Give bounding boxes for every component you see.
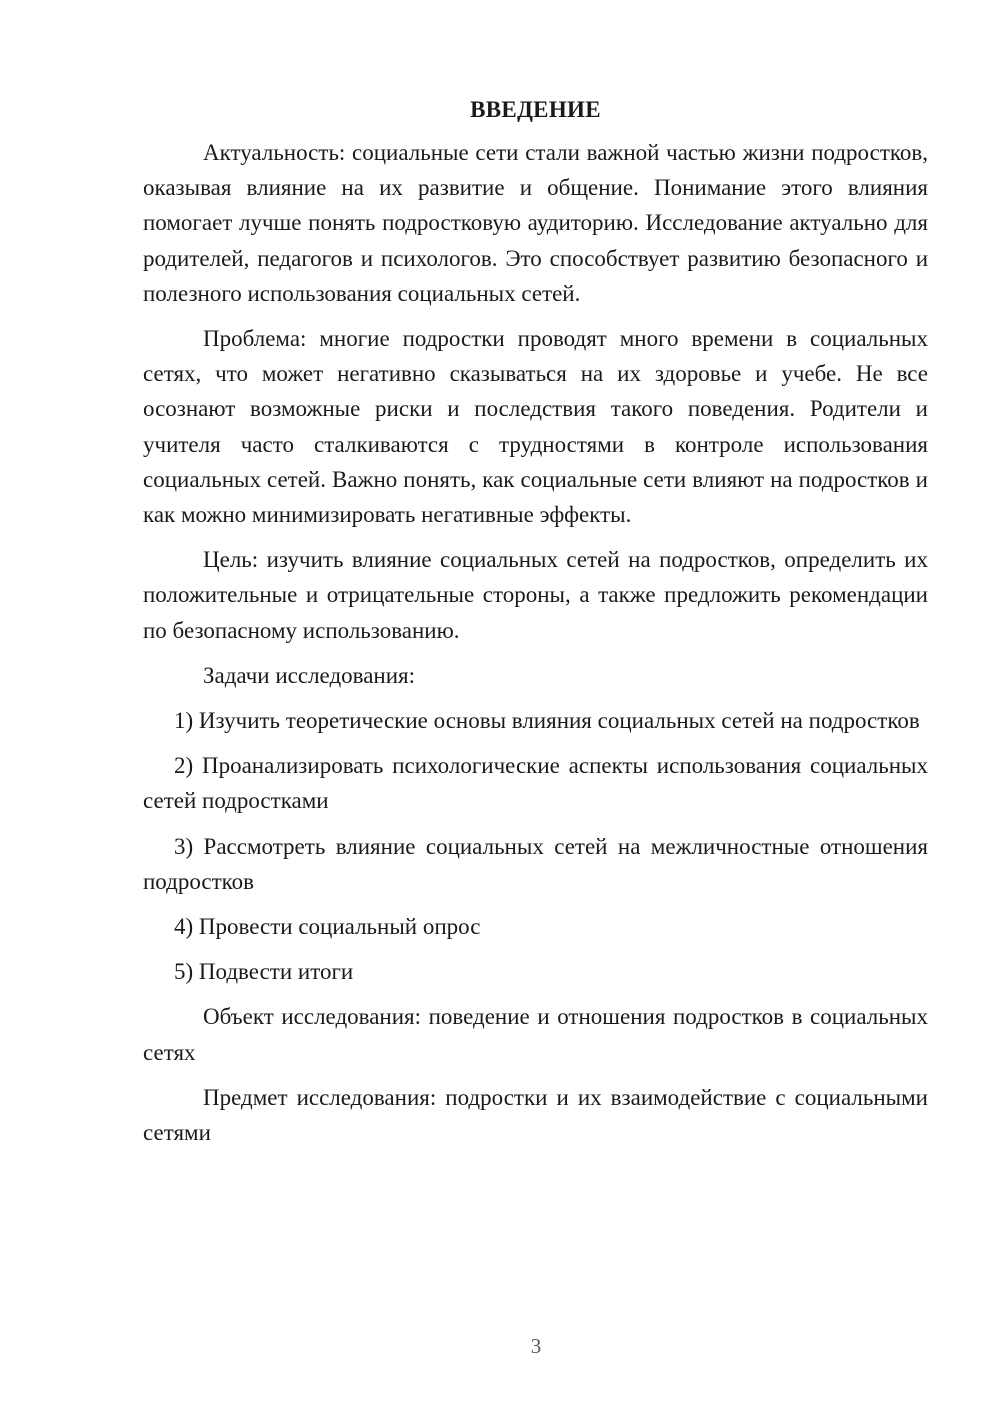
problem-paragraph: Проблема: многие подростки проводят много времени в социальных сетях, что может негативно сказываться на их здоровье и учебе. Не все осознают возможные риски и последствия такого поведения. Родители и учителя часто сталкиваются с трудностями в контроле использования социальных сетей. Важно понять, как социальные сети влияют на подростков и как можно минимизировать негативные эффекты. [143,326,928,528]
goal-paragraph: Цель: изучить влияние социальных сетей на подростков, определить их положительные и отрицательные стороны, а также предложить рекомендации по безопасному использованию. [143,547,928,643]
task-item-3: 3) Рассмотреть влияние социальных сетей на межличностные отношения подростков [143,833,928,894]
relevance-paragraph: Актуальность: социальные сети стали важной частью жизни подростков, оказывая влияние на их развитие и общение. Понимание этого влияния помогает лучше понять подростковую аудиторию. Исследование актуально для родителей, педагогов и психологов. Это способствует развитию безопасного и полезного использования социальных сетей. [143,140,928,306]
task-item-1: 1) Изучить теоретические основы влияния социальных сетей на подростков [174,708,920,734]
task-item-2: 2) Проанализировать психологические аспекты использования социальных сетей подростками [143,753,928,814]
page-number: 3 [530,1334,542,1358]
document-page [143,92,928,1150]
subject-paragraph: Предмет исследования: подростки и их взаимодействие с социальными сетями [143,1084,928,1146]
tasks-heading: Задачи исследования: [203,662,416,688]
page-title: ВВЕДЕНИЕ [470,97,601,122]
object-paragraph: Объект исследования: поведение и отношения подростков в социальных сетях [143,1004,928,1065]
task-item-5: 5) Подвести итоги [174,959,354,985]
task-item-4: 4) Провести социальный опрос [174,914,481,940]
